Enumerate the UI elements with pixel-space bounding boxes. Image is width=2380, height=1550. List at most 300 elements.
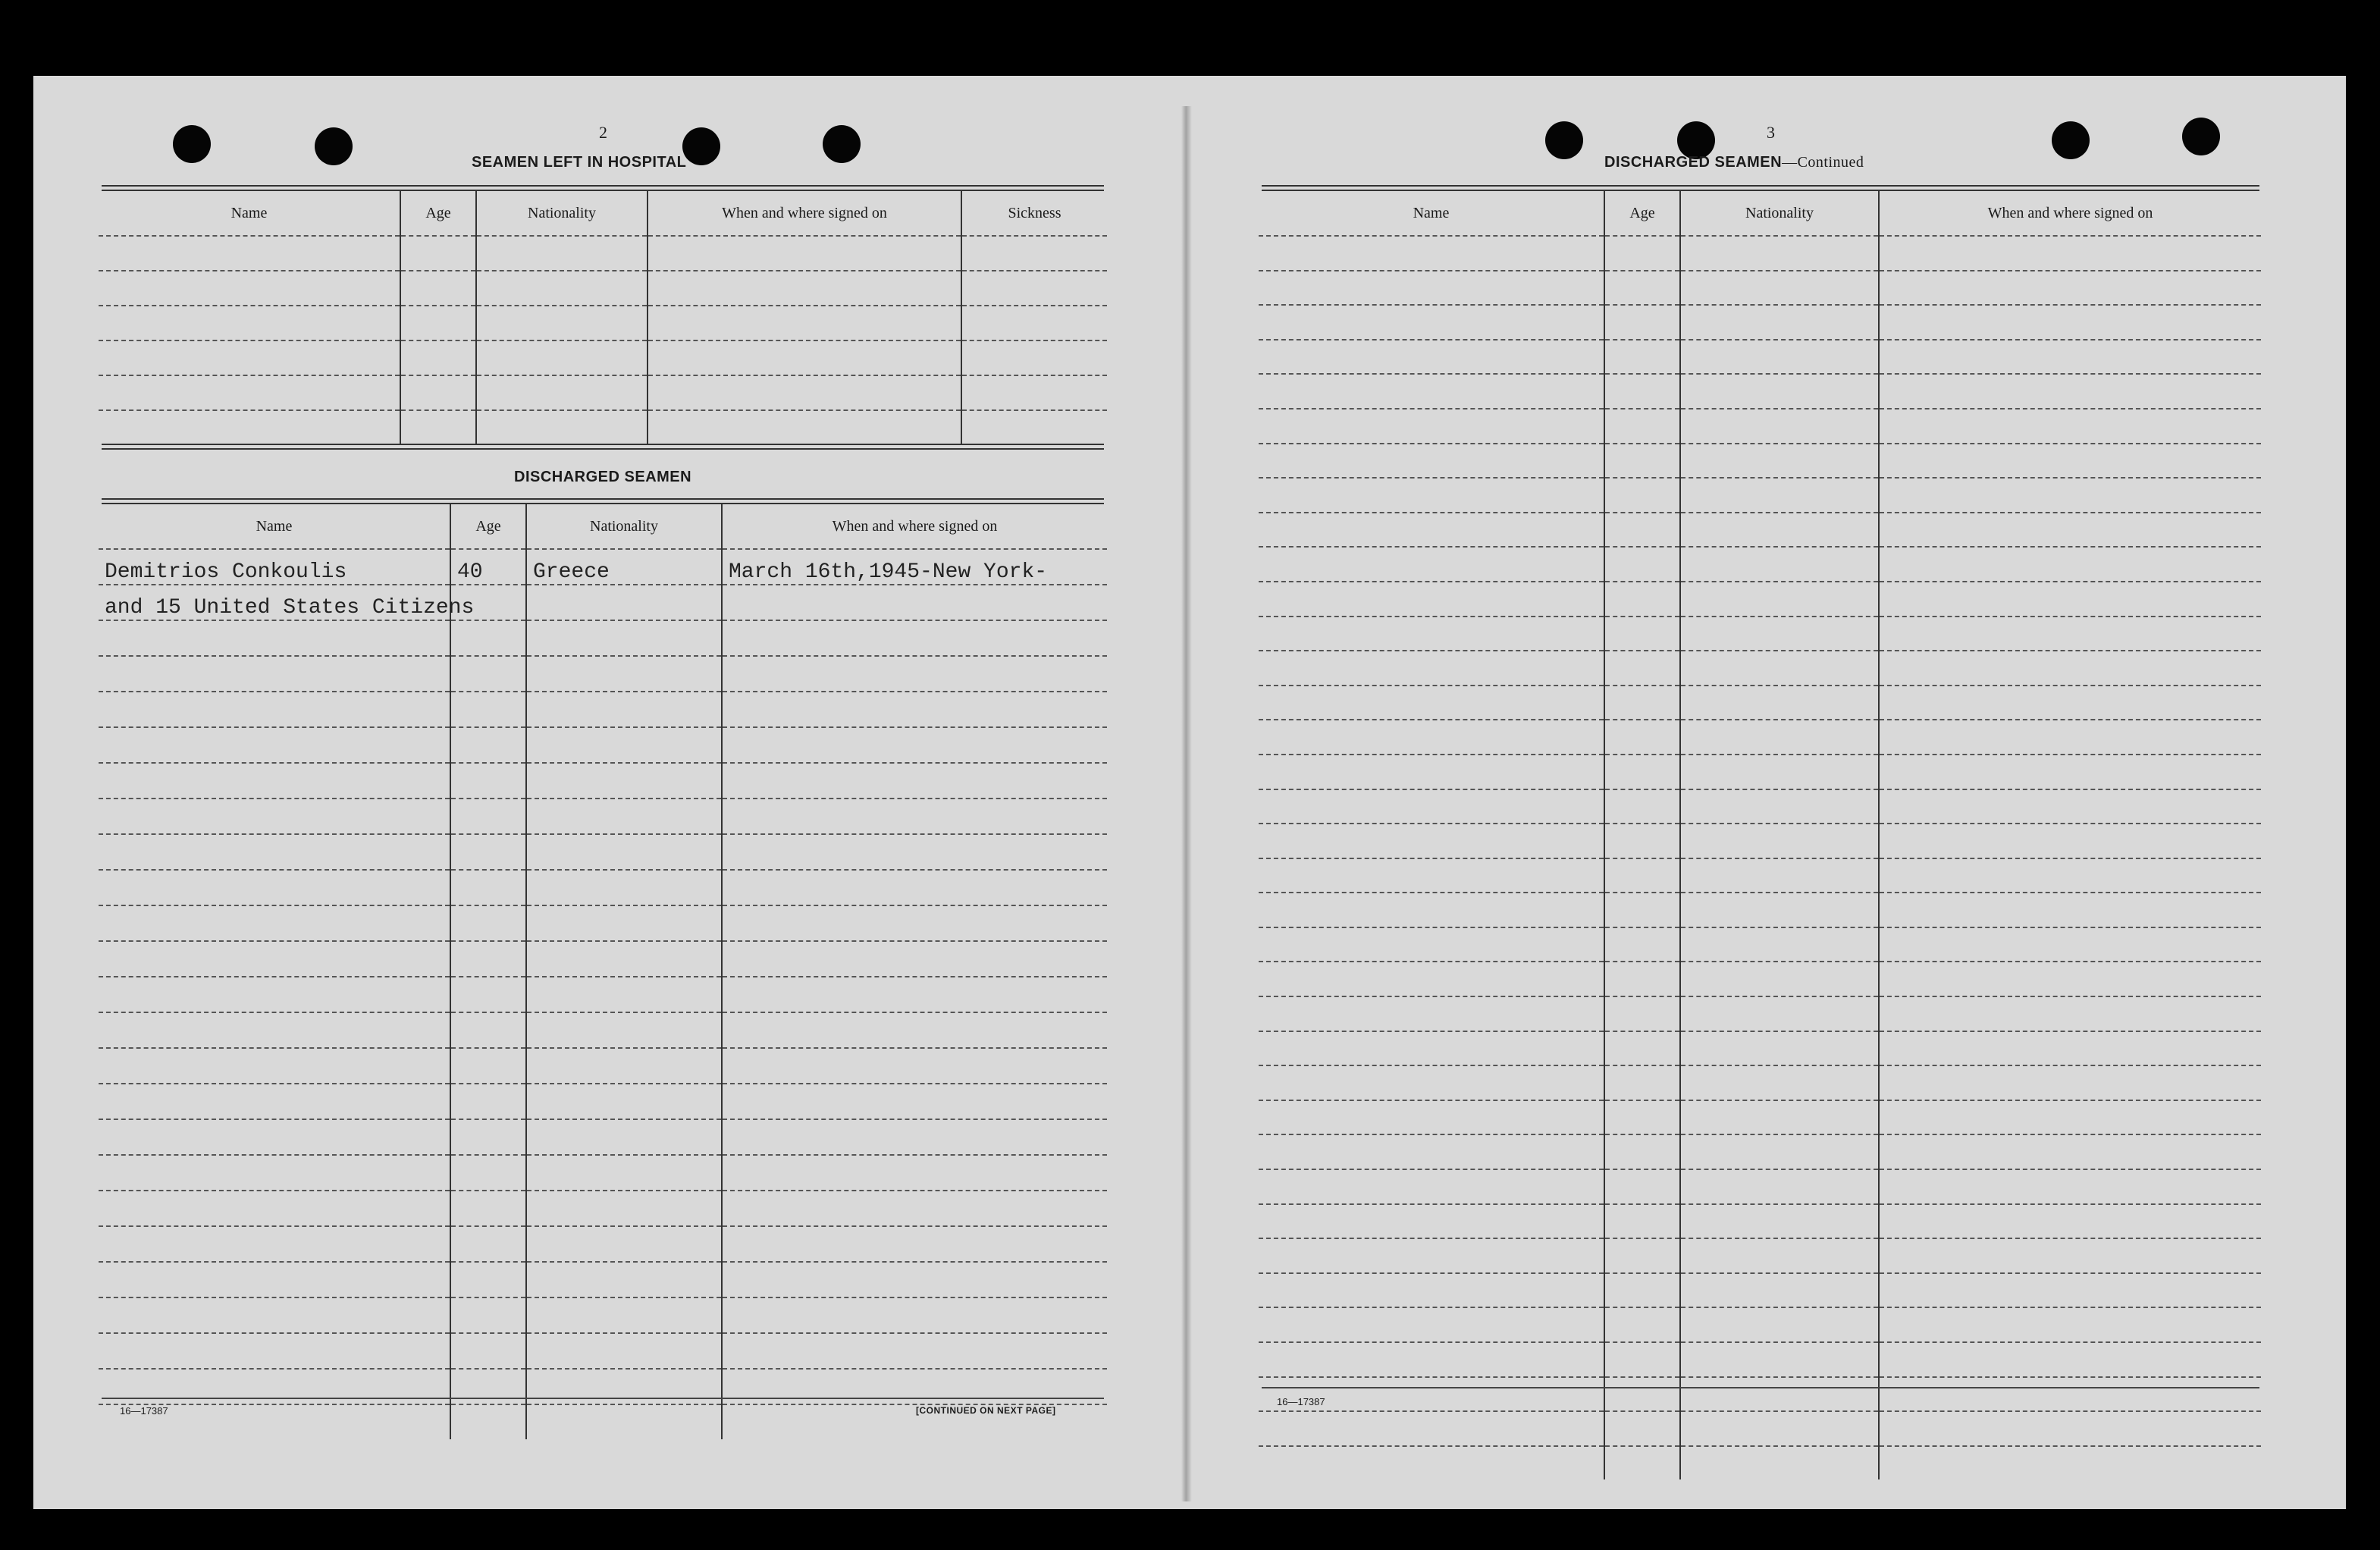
- table-cell: [722, 870, 1107, 905]
- table-cell: [1680, 1169, 1879, 1204]
- table-row: [99, 271, 1107, 306]
- col-header-nationality: Nationality: [526, 504, 722, 549]
- table-cell: [722, 620, 1107, 656]
- table-row: [99, 834, 1107, 870]
- table-cell: [1259, 1273, 1604, 1308]
- table-row: [99, 549, 1107, 585]
- table-cell: [526, 1262, 722, 1297]
- table-row: [99, 763, 1107, 799]
- table-cell: [1604, 893, 1680, 927]
- table-row: [1259, 513, 2261, 548]
- punch-hole: [2182, 118, 2220, 155]
- table-cell: [450, 1084, 526, 1119]
- table-cell: [1680, 444, 1879, 478]
- table-cell: [450, 620, 526, 656]
- table-cell: [722, 1084, 1107, 1119]
- table-cell: [648, 236, 961, 271]
- table-cell: [1680, 478, 1879, 513]
- col-header-nationality: Nationality: [476, 191, 648, 236]
- table-cell: [1680, 1411, 1879, 1446]
- table-cell: [722, 1012, 1107, 1048]
- table-row: [1259, 1169, 2261, 1204]
- table-cell: [1879, 996, 2261, 1031]
- table-cell: [526, 905, 722, 941]
- table-cell: [1879, 1100, 2261, 1135]
- table-cell: [722, 656, 1107, 692]
- table-row: [99, 1191, 1107, 1226]
- table-cell: [648, 271, 961, 306]
- table-row: [1259, 478, 2261, 513]
- continued-title-suffix: —Continued: [1782, 154, 1864, 171]
- table-row: [1259, 582, 2261, 617]
- table-cell: [1604, 720, 1680, 755]
- table-cell: [99, 941, 450, 977]
- table-cell: [99, 656, 450, 692]
- table-cell: [450, 763, 526, 799]
- discharged-nationality-cell: Greece: [526, 549, 722, 585]
- table-cell: [1604, 374, 1680, 409]
- table-cell: [526, 763, 722, 799]
- table-cell: [1879, 478, 2261, 513]
- table-row: [99, 410, 1107, 444]
- table-cell: [1259, 547, 1604, 582]
- table-cell: [1879, 1446, 2261, 1480]
- table-row: [1259, 893, 2261, 927]
- table-cell: [1680, 1342, 1879, 1377]
- table-cell: [722, 941, 1107, 977]
- col-header-nationality: Nationality: [1680, 191, 1879, 236]
- table-cell: [99, 306, 400, 340]
- table-cell: [1879, 858, 2261, 893]
- table-cell: [1259, 271, 1604, 306]
- table-cell: [1259, 651, 1604, 686]
- col-header-age: Age: [450, 504, 526, 549]
- table-cell: [1680, 893, 1879, 927]
- table-cell: [1879, 1169, 2261, 1204]
- table-cell: [1259, 409, 1604, 444]
- table-cell: [722, 1119, 1107, 1155]
- table-row: [99, 375, 1107, 410]
- table-row: [99, 692, 1107, 727]
- table-row: [1259, 1446, 2261, 1480]
- table-cell: [1680, 1100, 1879, 1135]
- table-cell: [526, 1084, 722, 1119]
- table-cell: [476, 271, 648, 306]
- table-cell: [526, 1155, 722, 1191]
- table-cell: [450, 1119, 526, 1155]
- table-cell: [722, 1226, 1107, 1262]
- table-cell: [1259, 617, 1604, 651]
- table-cell: [99, 1191, 450, 1226]
- discharged-table: [99, 504, 1107, 1439]
- page-fold: [1181, 106, 1192, 1501]
- table-cell: [961, 271, 1107, 306]
- table-cell: [722, 834, 1107, 870]
- table-cell: [526, 1333, 722, 1369]
- table-cell: [1680, 1031, 1879, 1066]
- table-cell: [1259, 582, 1604, 617]
- hospital-bottom-rule: [102, 444, 1104, 450]
- table-cell: [1259, 962, 1604, 996]
- page-number-right: 3: [1767, 123, 1775, 142]
- continued-bottom-rule: [1262, 1387, 2259, 1388]
- punch-hole: [1545, 121, 1583, 159]
- table-cell: [1879, 1031, 2261, 1066]
- table-cell: [99, 1084, 450, 1119]
- table-cell: [450, 905, 526, 941]
- table-cell: [1604, 1134, 1680, 1169]
- table-cell: [526, 1012, 722, 1048]
- table-row: [1259, 1065, 2261, 1100]
- table-cell: [1879, 1377, 2261, 1412]
- table-cell: [99, 870, 450, 905]
- table-cell: [1879, 305, 2261, 340]
- table-cell: [99, 410, 400, 444]
- table-cell: [526, 1404, 722, 1439]
- table-cell: [1259, 1065, 1604, 1100]
- table-row: [99, 727, 1107, 763]
- hospital-section-title: SEAMEN LEFT IN HOSPITAL: [472, 154, 687, 171]
- col-header-signed-on: When and where signed on: [722, 504, 1107, 549]
- table-row: [99, 620, 1107, 656]
- punch-hole: [173, 125, 211, 163]
- table-cell: [1879, 1204, 2261, 1239]
- discharged-signed-on-cell: [722, 585, 1107, 620]
- table-cell: [99, 1119, 450, 1155]
- form-code-right: 16—17387: [1277, 1396, 1325, 1407]
- table-cell: [1604, 444, 1680, 478]
- discharged-name-cell: Demitrios Conkoulis: [99, 549, 450, 585]
- table-cell: [1259, 789, 1604, 824]
- form-code-left: 16—17387: [120, 1405, 168, 1417]
- table-cell: [99, 834, 450, 870]
- table-cell: [450, 834, 526, 870]
- table-row: [1259, 1307, 2261, 1342]
- table-cell: [99, 1333, 450, 1369]
- table-cell: [722, 1155, 1107, 1191]
- table-cell: [1259, 513, 1604, 548]
- table-cell: [1604, 1307, 1680, 1342]
- table-cell: [1259, 858, 1604, 893]
- table-cell: [1680, 824, 1879, 858]
- table-cell: [722, 1297, 1107, 1333]
- table-cell: [1604, 1238, 1680, 1273]
- punch-hole: [682, 127, 720, 165]
- table-cell: [1680, 374, 1879, 409]
- table-cell: [722, 727, 1107, 763]
- table-cell: [1879, 1238, 2261, 1273]
- table-cell: [1604, 651, 1680, 686]
- table-cell: [1259, 1204, 1604, 1239]
- table-cell: [1604, 271, 1680, 306]
- table-cell: [99, 692, 450, 727]
- col-header-age: Age: [400, 191, 476, 236]
- table-row: [1259, 1100, 2261, 1135]
- table-cell: [450, 727, 526, 763]
- table-cell: [99, 340, 400, 375]
- col-header-name: Name: [230, 204, 268, 221]
- table-cell: [526, 692, 722, 727]
- discharged-top-rule: [102, 498, 1104, 504]
- table-cell: [476, 306, 648, 340]
- table-cell: [450, 1155, 526, 1191]
- table-cell: [1680, 236, 1879, 271]
- table-cell: [1879, 374, 2261, 409]
- table-cell: [1879, 340, 2261, 375]
- table-row: [1259, 927, 2261, 962]
- table-cell: [1680, 755, 1879, 789]
- table-cell: [961, 410, 1107, 444]
- table-cell: [1879, 824, 2261, 858]
- table-cell: [450, 656, 526, 692]
- table-row: [1259, 858, 2261, 893]
- table-cell: [722, 763, 1107, 799]
- table-cell: [526, 1191, 722, 1226]
- table-row: [99, 870, 1107, 905]
- table-cell: [1604, 1100, 1680, 1135]
- table-cell: [450, 1012, 526, 1048]
- table-cell: [1604, 962, 1680, 996]
- table-cell: [1879, 789, 2261, 824]
- table-cell: [1879, 1134, 2261, 1169]
- table-cell: [1259, 478, 1604, 513]
- table-cell: [99, 1297, 450, 1333]
- table-row: [1259, 547, 2261, 582]
- table-cell: [1259, 824, 1604, 858]
- table-cell: [526, 941, 722, 977]
- table-cell: [526, 799, 722, 834]
- table-cell: [1680, 1065, 1879, 1100]
- table-row: [1259, 1342, 2261, 1377]
- table-row: [99, 941, 1107, 977]
- table-row: [99, 1333, 1107, 1369]
- table-row: [1259, 824, 2261, 858]
- table-cell: [1604, 996, 1680, 1031]
- table-cell: [1604, 236, 1680, 271]
- table-cell: [1604, 1065, 1680, 1100]
- table-cell: [1259, 305, 1604, 340]
- table-cell: [1879, 444, 2261, 478]
- table-cell: [1879, 720, 2261, 755]
- table-cell: [1259, 1031, 1604, 1066]
- table-cell: [722, 692, 1107, 727]
- table-cell: [1604, 858, 1680, 893]
- table-cell: [1879, 582, 2261, 617]
- table-row: [1259, 271, 2261, 306]
- table-cell: [1604, 755, 1680, 789]
- table-row: [99, 1226, 1107, 1262]
- table-cell: [526, 1297, 722, 1333]
- table-cell: [1259, 1342, 1604, 1377]
- table-cell: [1879, 409, 2261, 444]
- table-cell: [99, 620, 450, 656]
- discharged-bottom-rule: [102, 1398, 1104, 1399]
- table-cell: [1604, 789, 1680, 824]
- table-cell: [1680, 1238, 1879, 1273]
- table-cell: [450, 1404, 526, 1439]
- table-cell: [1259, 1446, 1604, 1480]
- table-cell: [722, 1333, 1107, 1369]
- table-row: [99, 236, 1107, 271]
- table-cell: [1604, 1377, 1680, 1412]
- table-cell: [1680, 789, 1879, 824]
- table-row: [1259, 755, 2261, 789]
- table-row: [99, 585, 1107, 620]
- table-cell: [1604, 686, 1680, 720]
- discharged-section-title: DISCHARGED SEAMEN: [514, 469, 692, 485]
- table-cell: [648, 410, 961, 444]
- table-cell: [648, 375, 961, 410]
- table-cell: [526, 620, 722, 656]
- table-cell: [722, 1048, 1107, 1084]
- table-row: [1259, 340, 2261, 375]
- table-cell: [648, 340, 961, 375]
- table-cell: [1680, 340, 1879, 375]
- continued-section-title: [1604, 154, 1864, 171]
- col-header-signed-on: When and where signed on: [648, 191, 961, 236]
- table-cell: [1680, 927, 1879, 962]
- table-cell: [1680, 305, 1879, 340]
- table-cell: [400, 236, 476, 271]
- table-cell: [1604, 1031, 1680, 1066]
- table-cell: [1604, 927, 1680, 962]
- table-cell: [1604, 340, 1680, 375]
- continued-table: [1259, 191, 2261, 1479]
- col-header-name: Name: [1413, 204, 1450, 221]
- table-cell: [1680, 513, 1879, 548]
- table-cell: [1680, 582, 1879, 617]
- table-cell: [722, 977, 1107, 1012]
- table-cell: [450, 1297, 526, 1333]
- table-cell: [450, 870, 526, 905]
- table-cell: [99, 236, 400, 271]
- table-cell: [1680, 547, 1879, 582]
- table-cell: [1604, 1273, 1680, 1308]
- table-cell: [1879, 1411, 2261, 1446]
- table-cell: [526, 1048, 722, 1084]
- table-cell: [99, 1262, 450, 1297]
- table-cell: [1879, 1065, 2261, 1100]
- table-cell: [1680, 1307, 1879, 1342]
- table-cell: [1879, 1273, 2261, 1308]
- table-cell: [526, 870, 722, 905]
- table-row: [1259, 686, 2261, 720]
- table-cell: [1879, 686, 2261, 720]
- table-row: [99, 1155, 1107, 1191]
- table-row: [1259, 1411, 2261, 1446]
- discharged-nationality-cell: [526, 585, 722, 620]
- table-cell: [1604, 1204, 1680, 1239]
- table-row: [99, 905, 1107, 941]
- table-cell: [1680, 617, 1879, 651]
- table-row: [99, 1119, 1107, 1155]
- table-cell: [526, 727, 722, 763]
- table-cell: [1879, 271, 2261, 306]
- table-cell: [1680, 651, 1879, 686]
- table-cell: [1604, 1342, 1680, 1377]
- table-row: [1259, 996, 2261, 1031]
- punch-hole: [823, 125, 861, 163]
- table-row: [1259, 651, 2261, 686]
- continued-note: [CONTINUED ON NEXT PAGE]: [916, 1405, 1056, 1416]
- table-cell: [1879, 1307, 2261, 1342]
- table-cell: [1879, 893, 2261, 927]
- table-row: [1259, 444, 2261, 478]
- table-cell: [1259, 374, 1604, 409]
- table-cell: [1604, 1411, 1680, 1446]
- table-cell: [1680, 996, 1879, 1031]
- table-row: [1259, 236, 2261, 271]
- table-row: [99, 656, 1107, 692]
- table-cell: [476, 236, 648, 271]
- table-cell: [1879, 617, 2261, 651]
- table-row: [99, 1262, 1107, 1297]
- table-cell: [961, 236, 1107, 271]
- table-cell: [722, 905, 1107, 941]
- table-row: [1259, 1134, 2261, 1169]
- table-cell: [476, 375, 648, 410]
- table-cell: [476, 340, 648, 375]
- table-cell: [1604, 617, 1680, 651]
- table-row: [99, 1048, 1107, 1084]
- table-cell: [1259, 236, 1604, 271]
- table-cell: [1879, 1342, 2261, 1377]
- punch-hole: [2052, 121, 2090, 159]
- table-cell: [1604, 1446, 1680, 1480]
- table-cell: [99, 763, 450, 799]
- table-cell: [400, 340, 476, 375]
- discharged-signed-on-cell: March 16th,1945-New York-: [722, 549, 1107, 585]
- table-cell: [400, 306, 476, 340]
- table-cell: [450, 692, 526, 727]
- table-cell: [1680, 1377, 1879, 1412]
- table-cell: [1604, 409, 1680, 444]
- table-row: [1259, 1273, 2261, 1308]
- table-cell: [1259, 1100, 1604, 1135]
- table-row: [99, 340, 1107, 375]
- table-cell: [1879, 962, 2261, 996]
- table-cell: [526, 1226, 722, 1262]
- table-cell: [99, 799, 450, 834]
- table-cell: [1259, 927, 1604, 962]
- table-cell: [1680, 271, 1879, 306]
- table-cell: [1604, 513, 1680, 548]
- continued-top-rule: [1262, 185, 2259, 191]
- table-cell: [1259, 755, 1604, 789]
- table-cell: [1259, 720, 1604, 755]
- hospital-table: [99, 191, 1107, 444]
- table-cell: [526, 1119, 722, 1155]
- table-cell: [99, 375, 400, 410]
- hospital-top-rule: [102, 185, 1104, 191]
- table-cell: [1879, 651, 2261, 686]
- table-cell: [1259, 686, 1604, 720]
- table-cell: [961, 306, 1107, 340]
- table-cell: [722, 1262, 1107, 1297]
- table-cell: [1259, 1134, 1604, 1169]
- table-cell: [526, 834, 722, 870]
- table-cell: [526, 656, 722, 692]
- table-cell: [1680, 1204, 1879, 1239]
- table-row: [99, 306, 1107, 340]
- table-cell: [450, 941, 526, 977]
- table-cell: [400, 271, 476, 306]
- table-cell: [1879, 927, 2261, 962]
- table-row: [1259, 1377, 2261, 1412]
- table-row: [1259, 617, 2261, 651]
- table-cell: [1604, 478, 1680, 513]
- table-cell: [400, 375, 476, 410]
